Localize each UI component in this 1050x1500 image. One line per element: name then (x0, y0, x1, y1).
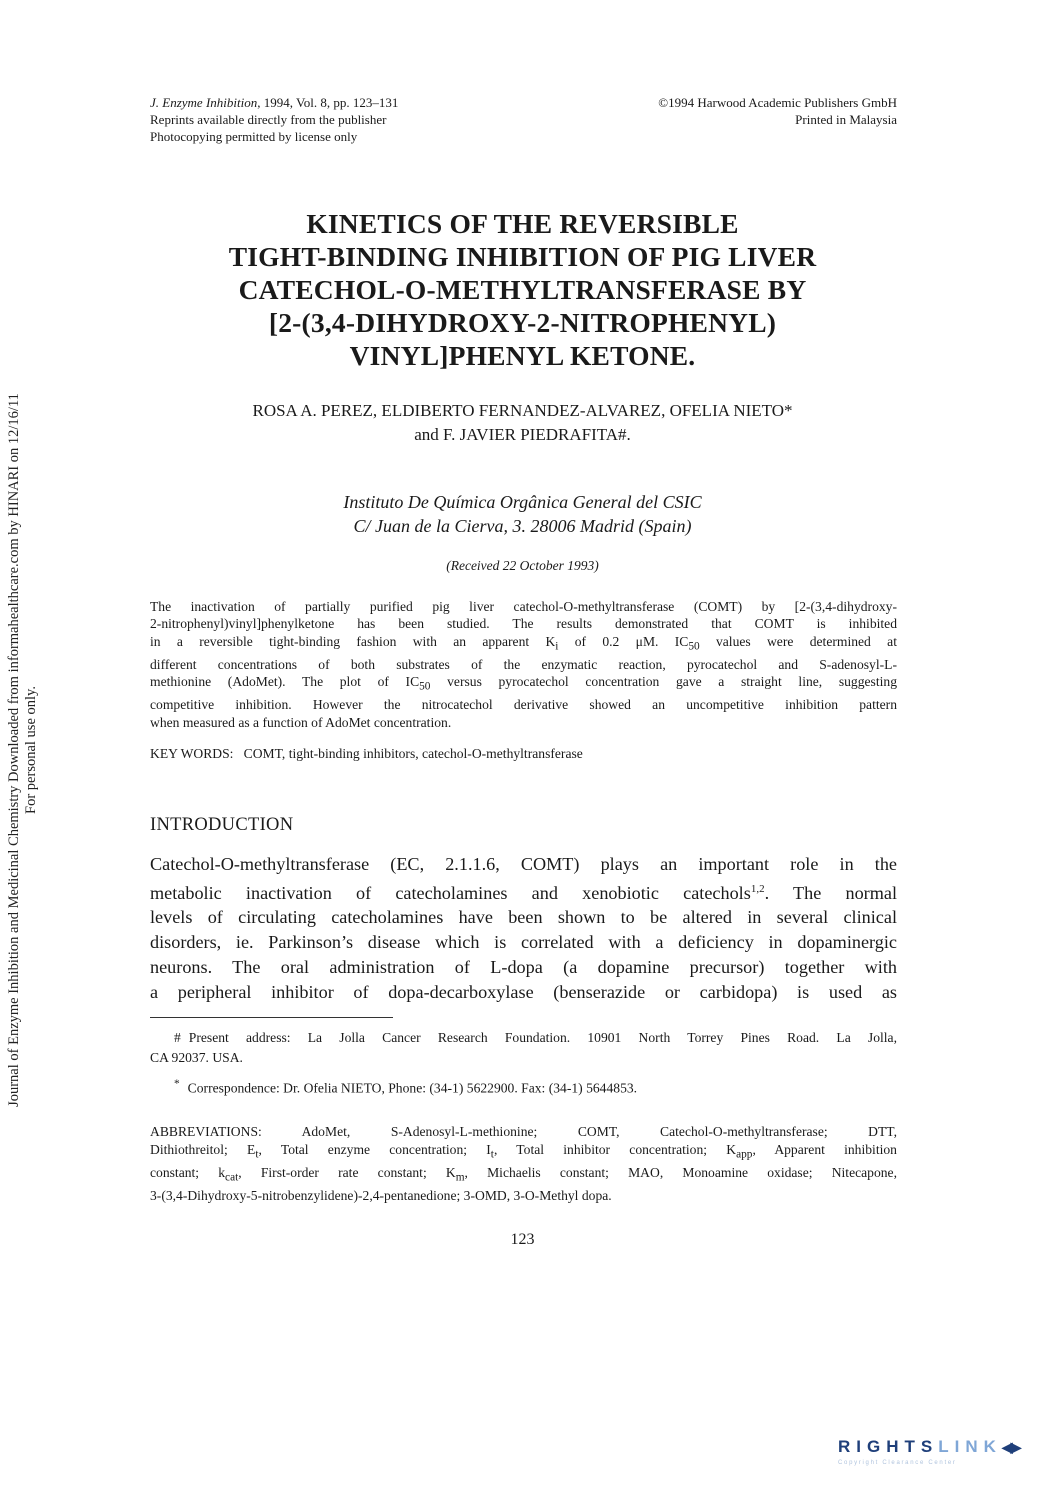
rightslink-logo[interactable] (838, 1437, 1034, 1473)
abbreviations-line: constant; $k_{cat}$, First-order rate constant; $K_m$, Michaelis constant; MAO, Monoamine oxidase; Nitecapone, (150, 1164, 897, 1184)
rightslink-wordmark: RIGHTSLINK◀▶ (838, 1437, 1020, 1456)
body-line: disorders, ie. Parkinson’s disease which is correlated with a deficiency in dopaminergic (150, 932, 897, 953)
title-line: KINETICS OF THE REVERSIBLE (306, 208, 739, 239)
title-line: TIGHT-BINDING INHIBITION OF PIG LIVER (228, 241, 817, 272)
authors-line-1: ROSA A. PEREZ, ELDIBERTO FERNANDEZ-ALVAREZ, OFELIA NIETO* (252, 401, 793, 420)
journal-citation (150, 94, 398, 111)
copyright-line: ©1994 Harwood Academic Publishers GmbH (658, 95, 897, 110)
received-date: (Received 22 October 1993) (446, 558, 599, 573)
abstract-line: different concentrations of both substrates of the enzymatic reaction, pyrocatechol and S-adenosyl-L- (150, 656, 897, 672)
printed-in: Printed in Malaysia (795, 112, 897, 127)
authors-line-2: and F. JAVIER PIEDRAFITA#. (414, 425, 631, 444)
keywords-text: COMT, tight-binding inhibitors, catechol-O-methyltransferase (243, 746, 583, 761)
footnotes (150, 1028, 897, 1099)
institute-name: Instituto De Química Orgânica General del CSIC (343, 492, 702, 512)
abbreviations-line: ABBREVIATIONS: AdoMet, S-Adenosyl-L-methionine; COMT, Catechol-O-methyltransferase; DTT, (150, 1124, 897, 1139)
photocopying-note: Photocopying permitted by license only (150, 129, 358, 144)
body-line: Catechol-O-methyltransferase (EC, 2.1.1.6, COMT) plays an important role in the (150, 854, 897, 874)
footnote-divider (150, 1017, 393, 1018)
article-title (150, 207, 895, 372)
abstract-line: 2-nitrophenyl)vinyl]phenylketone has been studied. The results demonstrated that COMT is inhibited (150, 616, 897, 632)
abstract-line: when measured as a function of AdoMet concentration. (150, 714, 452, 730)
reprints-note: Reprints available directly from the publisher (150, 112, 387, 127)
page-number: 123 (510, 1231, 535, 1248)
abbreviations-line: 3-(3,4-Dihydroxy-5-nitrobenzylidene)-2,4-pentanedione; 3-OMD, 3-O-Methyl dopa. (150, 1188, 612, 1204)
institute-address: C/ Juan de la Cierva, 3. 28006 Madrid (Spain) (353, 516, 692, 536)
abstract-line: methionine (AdoMet). The plot of $IC_{50}$ versus pyrocatechol concentration gave a straight line, suggesting (150, 674, 897, 694)
header-right (658, 94, 897, 128)
watermark-personal-use-line: For personal use only. (23, 686, 39, 814)
journal-name: J. Enzyme Inhibition (150, 95, 258, 110)
subscript: i (555, 640, 559, 653)
body-line: levels of circulating catecholamines have been shown to be altered in several clinical (150, 907, 897, 928)
keywords (150, 745, 897, 762)
abbreviations (150, 1123, 897, 1205)
keywords-label: KEY WORDS: (150, 746, 234, 761)
footnote-correspondence: * Correspondence: Dr. Ofelia NIETO, Phone: (34-1) 5622900. Fax: (34-1) 5644853. (150, 1074, 897, 1099)
journal-volume: , 1994, Vol. 8, pp. 123–131 (257, 95, 399, 110)
footnote-present-address: # Present address: La Jolla Cancer Research Foundation. 10901 North Torrey Pines Road. La Jolla, (150, 1028, 897, 1048)
title-line: VINYL]PHENYL KETONE. (349, 340, 696, 371)
body-line: neurons. The oral administration of L-dopa (a dopamine precursor) together with (150, 956, 897, 977)
header-left (150, 94, 398, 145)
abbreviations-line: Dithiothreitol; $E_t$, Total enzyme concentration; $I_t$, Total inhibitor concentration; $K_{app}$, Apparent inhibition (150, 1141, 897, 1161)
watermark-download-line: Journal of Enzyme Inhibition and Medicinal Chemistry Downloaded from informahealthcare.com by HINARI on 12/16/11 (6, 393, 22, 1107)
abstract (150, 598, 897, 731)
rightslink-arrow-icon: ◀▶ (1001, 1439, 1020, 1455)
author-list (150, 399, 895, 447)
abstract-line: competitive inhibition. However the nitrocatechol derivative showed an uncompetitive inhibition pattern (150, 697, 897, 713)
abstract-line: in a reversible tight-binding fashion with an apparent $K_i$ of 0.2 μM. $IC_{50}$ values were determined at (150, 633, 897, 653)
footnote-present-address-cont: CA 92037. USA. (150, 1050, 243, 1065)
footnote-symbol: # (174, 1030, 181, 1045)
affiliation (150, 490, 895, 538)
citation-superscript: 1,2 (750, 882, 765, 895)
subscript: 50 (688, 640, 700, 653)
subscript: 50 (419, 681, 431, 694)
download-watermark (0, 0, 44, 1500)
rightslink-subtitle: Copyright Clearance Center (838, 1460, 957, 1466)
title-line: [2-(3,4-DIHYDROXY-2-NITROPHENYL) (268, 307, 777, 338)
abstract-line: The inactivation of partially purified pig liver catechol-O-methyltransferase (COMT) by [2-(3,4-dihydroxy- (150, 599, 897, 614)
introduction-paragraph (150, 852, 897, 1004)
section-heading-introduction: INTRODUCTION (150, 815, 294, 835)
body-line: metabolic inactivation of catecholamines and xenobiotic catechols$^{1,2}$. The normal (150, 882, 898, 903)
body-line: a peripheral inhibitor of dopa-decarboxylase (benserazide or carbidopa) is used as (150, 981, 897, 1002)
title-line: CATECHOL-O-METHYLTRANSFERASE BY (238, 274, 807, 305)
footnote-symbol: * (174, 1078, 180, 1090)
